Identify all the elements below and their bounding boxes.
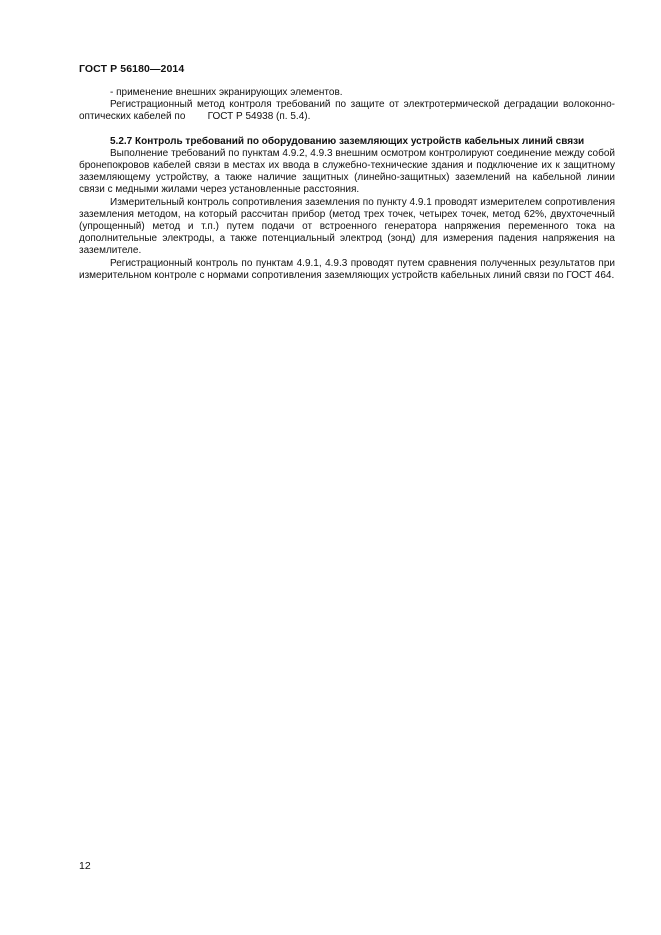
body-paragraph: Выполнение требований по пунктам 4.9.2, 4.9.3 внешним осмотром контролируют соединение между собой бронепокровов кабелей связи в местах их ввода в служебно-технические здания и подключение их к защитному заземляющему устройству, а также наличие защитных (линейно-защитных) заземлений на кабельной линии связи с медными жилами через установленные расстояния. — [79, 147, 615, 196]
list-item: - применение внешних экранирующих элементов. — [110, 87, 343, 98]
body-paragraph: Измерительный контроль сопротивления заземления по пункту 4.9.1 проводят измерителем сопротивления заземления методом, на который рассчитан прибор (метод трех точек, четырех точек, метод 62%, двухточечный (упрощенный) метод и т.п.) путем подачи от встроенного генератора напряжения переменного тока на дополнительные электроды, а также потенциальный электрод (зонд) для измерения падения напряжения на заземлителе. — [79, 196, 615, 257]
section-heading: 5.2.7 Контроль требований по оборудованию заземляющих устройств кабельных линий связи — [110, 135, 585, 147]
document-code-header: ГОСТ Р 56180—2014 — [79, 63, 185, 75]
page-content — [79, 87, 615, 282]
body-paragraph: Регистрационный контроль по пунктам 4.9.1, 4.9.3 проводят путем сравнения полученных результатов при измерительном контроле с нормами сопротивления заземляющих устройств кабельных линий связи по ГОСТ 464. — [79, 257, 615, 281]
registration-method-paragraph: Регистрационный метод контроля требований по защите от электротермической деградации волоконно-оптических кабелей по ГОСТ Р 54938 (п. 5.4). — [79, 99, 615, 123]
page-number: 12 — [79, 860, 91, 872]
